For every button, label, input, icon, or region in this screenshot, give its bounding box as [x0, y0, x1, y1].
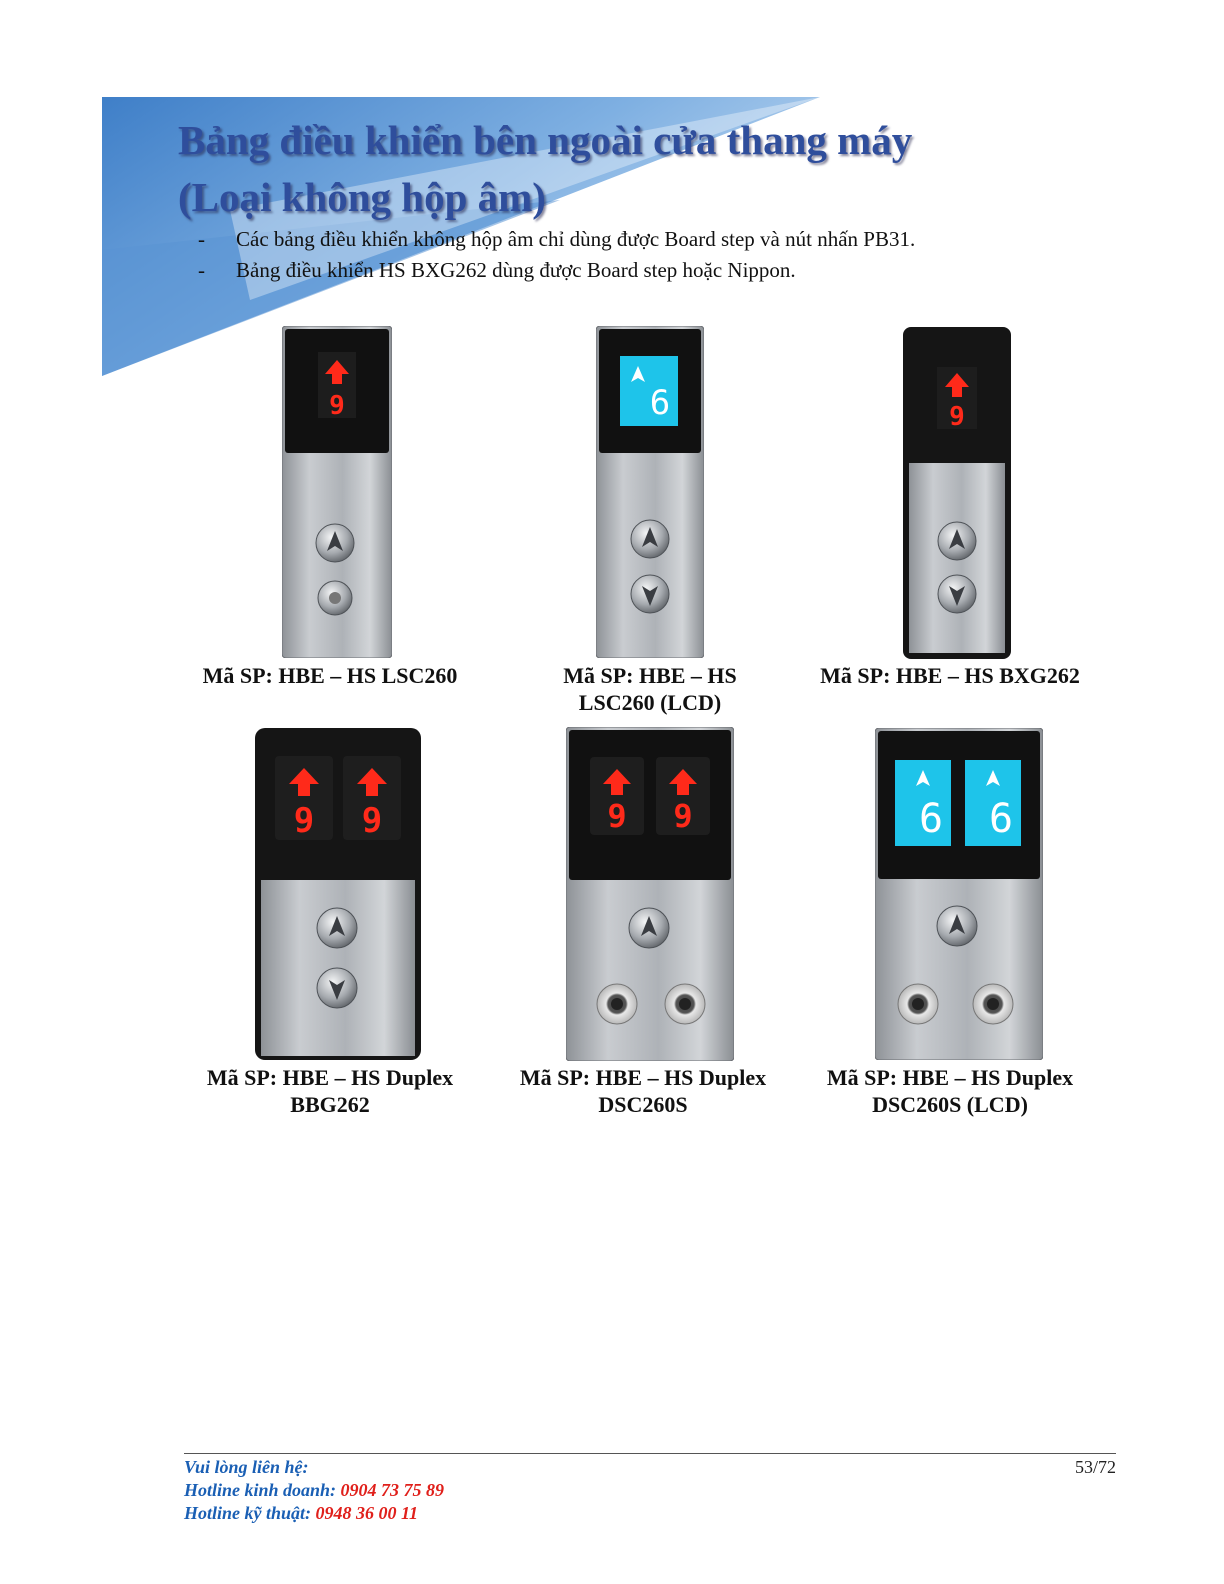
product-caption: [182, 1064, 478, 1118]
floor-digit: 6: [988, 796, 1014, 842]
product-caption: [500, 662, 800, 716]
sales-hotline: [184, 1479, 444, 1502]
floor-digit: 9: [361, 801, 383, 841]
caption-line: Mã SP: HBE – HS Duplex: [826, 1065, 1074, 1090]
caption-line: Mã SP: HBE – HS BXG262: [820, 663, 1080, 688]
notes-item-text: Bảng điều khiển HS BXG262 dùng được Board step hoặc Nippon.: [236, 258, 796, 282]
caption-line: LSC260 (LCD): [578, 690, 722, 715]
caption-line: DSC260S: [598, 1092, 688, 1117]
sales-hotline-label: Hotline kinh doanh:: [184, 1480, 341, 1500]
tech-hotline: [184, 1502, 444, 1525]
floor-digit: 9: [607, 797, 627, 835]
floor-digit: 9: [949, 402, 965, 432]
bullet-dash: -: [198, 227, 205, 251]
page-number: 53/72: [1074, 1457, 1116, 1477]
page-title-line1: Bảng điều khiển bên ngoài cửa thang máy: [178, 117, 913, 163]
floor-digit: 6: [918, 796, 944, 842]
caption-line: Mã SP: HBE – HS LSC260: [202, 663, 458, 688]
product-image-bxg262: [903, 327, 1011, 659]
page-title-line2: (Loại không hộp âm): [178, 174, 546, 220]
tech-hotline-label: Hotline kỹ thuật:: [184, 1503, 316, 1523]
product-caption: [800, 662, 1100, 689]
caption-line: DSC260S (LCD): [872, 1092, 1028, 1117]
product-caption: [182, 662, 478, 689]
button-center-icon: [329, 592, 341, 604]
floor-digit: 6: [649, 383, 671, 423]
product-image-duplex-bbg262: [255, 728, 421, 1060]
product-image-lsc260: [282, 326, 392, 658]
caption-line: Mã SP: HBE – HS Duplex: [519, 1065, 767, 1090]
caption-line: Mã SP: HBE – HS Duplex: [206, 1065, 454, 1090]
caption-line: Mã SP: HBE – HS: [563, 663, 737, 688]
bullet-dash: -: [198, 258, 205, 282]
floor-digit: 9: [673, 797, 693, 835]
footer-divider: [184, 1453, 1116, 1454]
product-caption: [500, 1064, 786, 1118]
page-title: [178, 112, 1078, 226]
caption-line: BBG262: [290, 1092, 370, 1117]
floor-digit: 9: [329, 391, 345, 421]
notes-item: [198, 255, 1098, 286]
contact-label: Vui lòng liên hệ:: [184, 1457, 309, 1477]
footer-contact: [184, 1456, 444, 1525]
notes-item-text: Các bảng điều khiển không hộp âm chỉ dùng được Board step và nút nhấn PB31.: [236, 227, 916, 251]
product-image-duplex-dsc260s-lcd: [875, 728, 1043, 1060]
sales-hotline-number[interactable]: 0904 73 75 89: [340, 1480, 445, 1500]
product-caption: [800, 1064, 1100, 1118]
product-image-lsc260-lcd: [596, 326, 704, 658]
notes-item: [198, 224, 1098, 255]
floor-digit: 9: [293, 801, 315, 841]
tech-hotline-number[interactable]: 0948 36 00 11: [315, 1503, 419, 1523]
notes-list: [198, 224, 1098, 286]
product-image-duplex-dsc260s: [566, 727, 734, 1061]
